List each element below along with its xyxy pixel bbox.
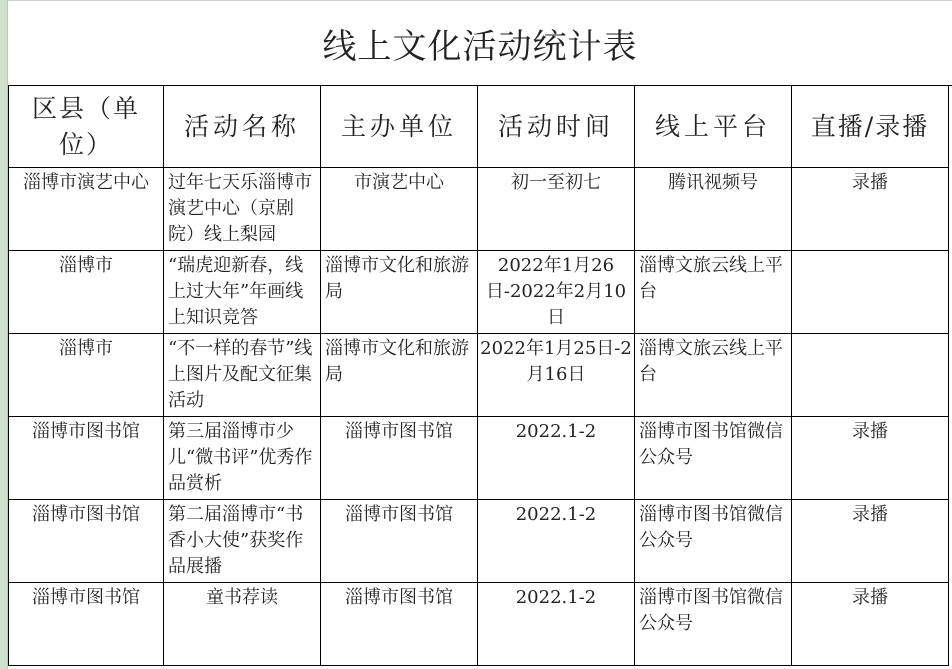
cell-mode: 录播: [792, 583, 949, 666]
cell-activity-name: “不一样的春节”线上图片及配文征集活动: [164, 334, 321, 417]
cell-host: 淄博市文化和旅游局: [321, 251, 478, 334]
cell-activity-name: “瑞虎迎新春，线上过大年”年画线上知识竞答: [164, 251, 321, 334]
cell-time: 2022年1月25日-2月16日: [478, 334, 635, 417]
column-header-mode: 直播/录播: [792, 86, 949, 168]
cell-mode: 录播: [792, 500, 949, 583]
cell-host: 市演艺中心: [321, 168, 478, 251]
cell-time: 初一至初七: [478, 168, 635, 251]
cell-host: 淄博市图书馆: [321, 583, 478, 666]
table-row: [9, 334, 949, 417]
column-header-platform: 线上平台: [635, 86, 792, 168]
cell-platform: 腾讯视频号: [635, 168, 792, 251]
cell-activity-name: 第三届淄博市少儿“微书评”优秀作品赏析: [164, 417, 321, 500]
table-row: [9, 168, 949, 251]
cell-host: 淄博市文化和旅游局: [321, 334, 478, 417]
table-row: [9, 417, 949, 500]
activity-table: [8, 85, 949, 666]
cell-time: 2022年1月26日-2022年2月10日: [478, 251, 635, 334]
cell-activity-name: 第二届淄博市“书香小大使”获奖作品展播: [164, 500, 321, 583]
cell-mode: 录播: [792, 168, 949, 251]
cell-county: 淄博市图书馆: [9, 417, 164, 500]
table-row: [9, 583, 949, 666]
cell-platform: 淄博文旅云线上平台: [635, 334, 792, 417]
page-title: 线上文化活动统计表: [8, 0, 952, 86]
cell-activity-name: 过年七天乐淄博市演艺中心（京剧院）线上梨园: [164, 168, 321, 251]
cell-county: 淄博市: [9, 334, 164, 417]
table-row: [9, 251, 949, 334]
cell-mode: [792, 251, 949, 334]
cell-platform: 淄博市图书馆微信公众号: [635, 583, 792, 666]
cell-county: 淄博市图书馆: [9, 500, 164, 583]
sheet-row-header-strip: [0, 0, 8, 669]
column-header-host: 主办单位: [321, 86, 478, 168]
cell-platform: 淄博文旅云线上平台: [635, 251, 792, 334]
cell-activity-name: 童书荐读: [164, 583, 321, 666]
cell-mode: 录播: [792, 417, 949, 500]
cell-time: 2022.1-2: [478, 583, 635, 666]
cell-time: 2022.1-2: [478, 500, 635, 583]
cell-host: 淄博市图书馆: [321, 417, 478, 500]
column-header-county: 区县（单位）: [9, 86, 164, 168]
table-header-row: [9, 86, 949, 168]
cell-county: 淄博市: [9, 251, 164, 334]
table-row: [9, 500, 949, 583]
cell-host: 淄博市图书馆: [321, 500, 478, 583]
cell-county: 淄博市图书馆: [9, 583, 164, 666]
cell-time: 2022.1-2: [478, 417, 635, 500]
column-header-time: 活动时间: [478, 86, 635, 168]
cell-county: 淄博市演艺中心: [9, 168, 164, 251]
column-header-name: 活动名称: [164, 86, 321, 168]
cell-platform: 淄博市图书馆微信公众号: [635, 417, 792, 500]
cell-platform: 淄博市图书馆微信公众号: [635, 500, 792, 583]
cell-mode: [792, 334, 949, 417]
